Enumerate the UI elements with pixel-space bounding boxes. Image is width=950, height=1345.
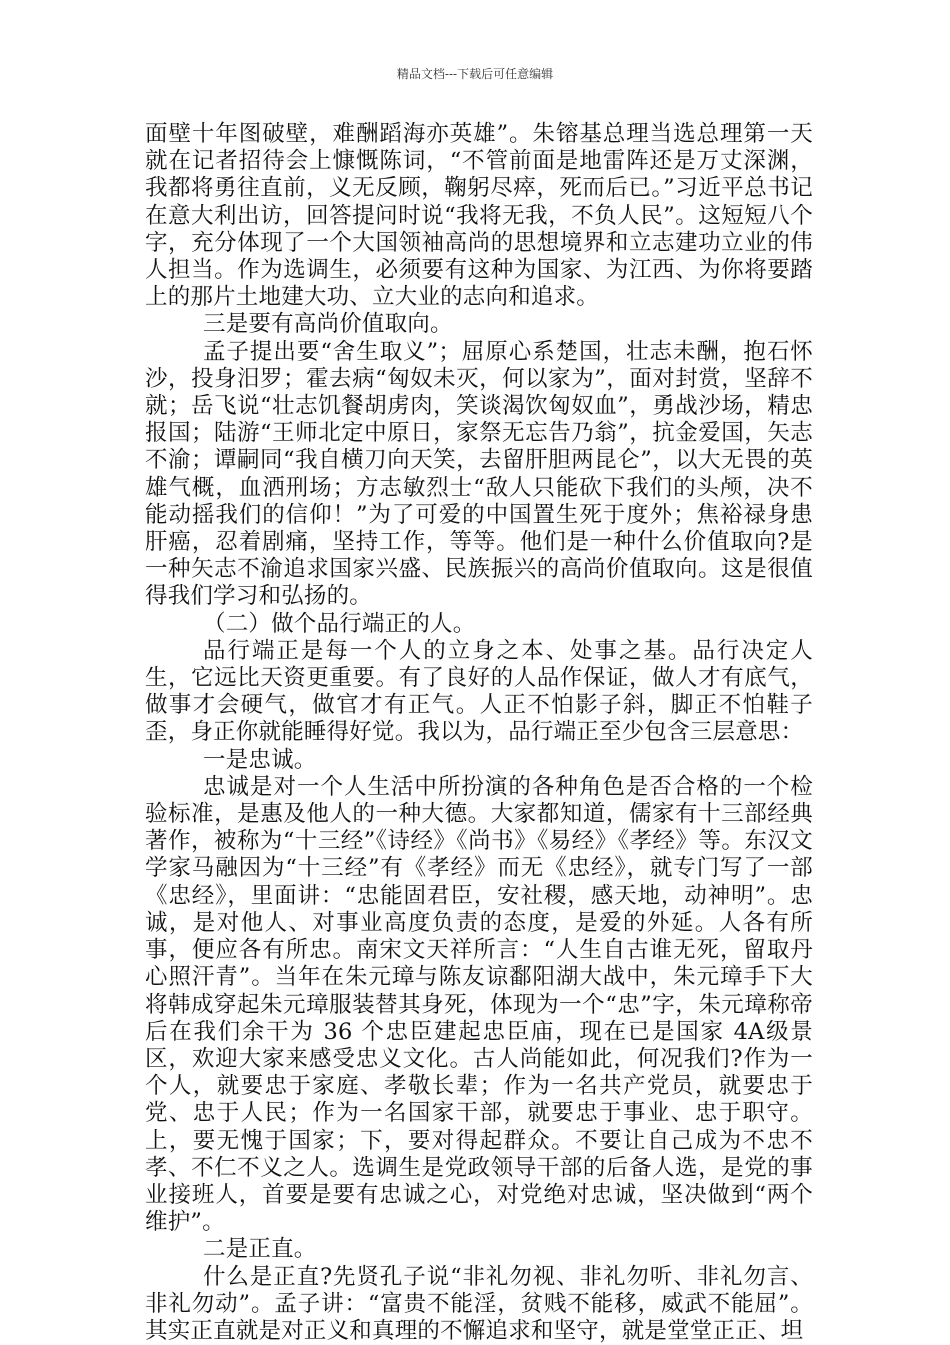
- paragraph-integrity: 什么是正直?先贤孔子说“非礼勿视、非礼勿听、非礼勿言、非礼勿动”。孟子讲：“富贵不能淫，贫贱不能移，威武不能屈”。其实正直就是对正义和真理的不懈追求和坚守，就是堂堂正正、坦: [145, 1263, 813, 1344]
- document-body: [145, 121, 813, 1345]
- paragraph-aspiration-continued: 面壁十年图破壁，难酬蹈海亦英雄”。朱镕基总理当选总理第一天就在记者招待会上慷慨陈词，“不管前面是地雷阵还是万丈深渊，我都将勇往直前，义无反顾，鞠躬尽瘁，死而后已。”习近平总书记在意大利出访，回答提问时说“我将无我，不负人民”。这短短八个字，充分体现了一个大国领袖高尚的思想境界和立志建功立业的伟人担当。作为选调生，必须要有这种为国家、为江西、为你将要踏上的那片土地建大功、立大业的志向和追求。: [145, 121, 813, 311]
- paragraph-value-orientation: 孟子提出要“舍生取义”；屈原心系楚国，壮志未酬，抱石怀沙，投身汨罗；霍去病“匈奴未灭，何以家为”，面对封赏，坚辞不就；岳飞说“壮志饥餐胡虏肉，笑谈渴饮匈奴血”，勇战沙场，精忠报国；陆游“王师北定中原日，家祭无忘告乃翁”，抗金爱国，矢志不渝；谭嗣同“我自横刀向天笑，去留肝胆两昆仑”，以大无畏的英雄气概，血洒刑场；方志敏烈士“敌人只能砍下我们的头颅，决不能动摇我们的信仰！”为了可爱的中国置生死于度外；焦裕禄身患肝癌，忍着剧痛，坚持工作，等等。他们是一种什么价值取向?是一种矢志不渝追求国家兴盛、民族振兴的高尚价值取向。这是很值得我们学习和弘扬的。: [145, 338, 813, 610]
- paragraph-upright-conduct-intro: 品行端正是每一个人的立身之本、处事之基。品行决定人生，它远比天资更重要。有了良好的人品作保证，做人才有底气，做事才会硬气，做官才有正气。人正不怕影子斜，脚正不怕鞋子歪，身正你就能睡得好觉。我以为，品行端正至少包含三层意思：: [145, 637, 813, 746]
- page-header: 精品文档---下载后可任意编辑: [396, 67, 554, 81]
- heading-value-orientation: 三是要有高尚价值取向。: [203, 311, 453, 338]
- section-heading-upright-conduct: （二）做个品行端正的人。: [203, 610, 476, 637]
- heading-loyalty: 一是忠诚。: [203, 746, 317, 773]
- paragraph-loyalty: 忠诚是对一个人生活中所扮演的各种角色是否合格的一个检验标准，是惠及他人的一种大德。大家都知道，儒家有十三部经典著作，被称为“十三经”《诗经》《尚书》《易经》《孝经》等。东汉文学家马融因为“十三经”有《孝经》而无《忠经》，就专门写了一部《忠经》，里面讲：“忠能固君臣，安社稷，感天地，动神明”。忠诚，是对他人、对事业高度负责的态度，是爱的外延。人各有所事，便应各有所忠。南宋文天祥所言：“人生自古谁无死，留取丹心照汗青”。当年在朱元璋与陈友谅鄱阳湖大战中，朱元璋手下大将韩成穿起朱元璋服装替其身死，体现为一个“忠”字，朱元璋称帝后在我们余干为 36 个忠臣建起忠臣庙，现在已是国家 4A级景区，欢迎大家来感受忠义文化。古人尚能如此，何况我们?作为一个人，就要忠于家庭、孝敬长辈；作为一名共产党员，就要忠于党、忠于人民；作为一名国家干部，就要忠于事业、忠于职守。上，要无愧于国家；下，要对得起群众。不要让自己成为不忠不孝、不仁不义之人。选调生是党政领导干部的后备人选，是党的事业接班人，首要是要有忠诚之心，对党绝对忠诚，坚决做到“两个维护”。: [145, 773, 813, 1236]
- heading-integrity: 二是正直。: [203, 1236, 317, 1263]
